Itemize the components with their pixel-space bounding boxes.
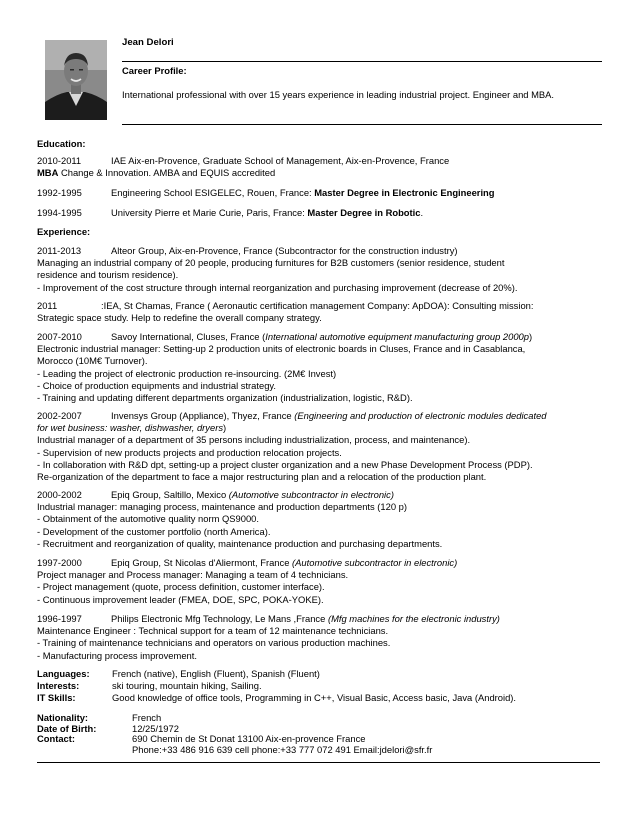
experience-line: Re-organization of the department to face a major restructuring plan and a relocation of the production plant. — [37, 471, 487, 483]
experience-item — [37, 331, 602, 404]
experience-line: - Manufacturing process improvement. — [37, 649, 197, 661]
experience-employer-description: (Automotive subcontractor in electronic) — [228, 489, 394, 500]
candidate-name: Jean Delori — [122, 37, 174, 48]
experience-line: Morocco (10M€ Turnover). — [37, 355, 148, 367]
experience-item — [37, 613, 602, 662]
experience-item — [37, 300, 602, 324]
experience-employer: :IEA, St Chamas, France ( Aeronautic certification management Company: ApDOA): Consulting mission: — [101, 300, 534, 311]
education-degree-detail: Change & Innovation. AMBA and EQUIS accredited — [58, 167, 276, 179]
education-dates: 1992-1995 — [37, 187, 82, 198]
experience-line: - Training of maintenance technicians and operators on various production machines. — [37, 637, 391, 649]
experience-line: - Development of the customer portfolio (north America). — [37, 525, 271, 537]
experience-employer: Philips Electronic Mfg Technology, Le Mans ,France — [111, 613, 328, 624]
experience-title: Experience: — [37, 226, 91, 237]
experience-line: Industrial manager of a department of 35 persons including industrialization, process, and maintenance). — [37, 434, 471, 446]
experience-line: Maintenance Engineer : Technical support for a team of 12 maintenance technicians. — [37, 625, 389, 637]
personal-value: French — [132, 712, 162, 723]
experience-employer: Invensys Group (Appliance), Thyez, France — [111, 410, 295, 421]
experience-line: - Choice of production equipments and industrial strategy. — [37, 379, 277, 391]
experience-employer-tail: ) — [528, 331, 533, 342]
contact-phone-email: Phone:+33 486 916 639 cell phone:+33 777 072 491 Email:jdelori@sfr.fr — [132, 743, 433, 755]
experience-line: Electronic industrial manager: Setting-up 2 production units of electronic boards in Cluses, France and in Casablanca, — [37, 343, 526, 355]
experience-employer: Savoy International, Cluses, France ( — [111, 331, 266, 342]
experience-line: Industrial manager: managing process, maintenance and production departments (120 p) — [37, 501, 408, 513]
footer-divider — [37, 762, 600, 763]
experience-employer-description: (Automotive subcontractor in electronic) — [292, 557, 458, 568]
experience-item — [37, 410, 602, 483]
education-dates: 2010-2011 — [37, 155, 82, 166]
education-dates: 1994-1995 — [37, 207, 82, 218]
header-divider-top — [122, 61, 602, 62]
experience-item — [37, 489, 602, 550]
education-school: Engineering School ESIGELEC, Rouen, France: — [111, 187, 315, 198]
experience-dates: 1997-2000 — [37, 557, 82, 568]
education-item — [37, 187, 602, 199]
career-profile-text: International professional with over 15 years experience in leading industrial project. Engineer and MBA. — [122, 89, 555, 100]
experience-dates: 2011 — [37, 300, 58, 311]
skills-section — [37, 668, 602, 705]
experience-dates: 2011-2013 — [37, 245, 82, 256]
experience-line: - In collaboration with R&D dpt, setting-up a project cluster organization and a new Phase Development Process (PDP). — [37, 458, 533, 470]
experience-employer-description: (Engineering and production of electronic modules dedicated — [294, 410, 547, 421]
skill-value: French (native), English (Fluent), Spanish (Fluent) — [112, 668, 320, 679]
education-degree: Master Degree in Electronic Engineering — [314, 187, 495, 198]
experience-employer: Epiq Group, St Nicolas d'Aliermont, France — [111, 557, 293, 568]
personal-label: Contact: — [37, 733, 76, 745]
education-degree: Master Degree in Robotic — [307, 207, 421, 218]
experience-employer-description: (Mfg machines for the electronic industry) — [327, 613, 500, 624]
experience-line: Strategic space study. Help to redefine the overall company strategy. — [37, 312, 322, 324]
education-degree: MBA — [37, 167, 59, 179]
experience-dates: 1996-1997 — [37, 613, 82, 624]
experience-line: - Continuous improvement leader (FMEA, DOE, SPC, POKA-YOKE). — [37, 593, 324, 605]
education-title: Education: — [37, 138, 86, 149]
experience-employer: Alteor Group, Aix-en-Provence, France (Subcontractor for the construction industry) — [111, 245, 458, 256]
experience-line: - Supervision of new products projects and production relocation projects. — [37, 446, 342, 458]
personal-section — [37, 713, 602, 755]
personal-value: 12/25/1972 — [132, 722, 179, 734]
experience-employer-description: International automotive equipment manufacturing group 2000p — [265, 331, 529, 342]
experience-line: residence and tourism residence). — [37, 269, 179, 281]
profile-photo-image — [45, 40, 107, 120]
education-item — [37, 207, 602, 219]
header-divider-bottom — [122, 124, 602, 125]
skill-value: ski touring, mountain hiking, Sailing. — [112, 680, 262, 692]
education-school: IAE Aix-en-Provence, Graduate School of Management, Aix-en-Provence, France — [111, 155, 450, 166]
skill-label: IT Skills: — [37, 692, 76, 704]
profile-photo — [45, 40, 107, 120]
experience-line: - Obtainment of the automotive quality norm QS9000. — [37, 513, 259, 525]
experience-dates: 2007-2010 — [37, 331, 82, 342]
experience-item — [37, 245, 602, 294]
experience-line: - Training and updating different departments organization (industrialization, logistic, R&D). — [37, 392, 413, 404]
personal-label: Nationality: — [37, 712, 89, 723]
experience-line: - Improvement of the cost structure through internal reorganization and purchasing improvement (decrease of 20%). — [37, 281, 518, 293]
experience-line: - Project management (quote, process definition, customer interface). — [37, 581, 325, 593]
experience-employer-tail: ) — [223, 422, 227, 434]
experience-employer: Epiq Group, Saltillo, Mexico — [111, 489, 229, 500]
experience-item — [37, 557, 602, 606]
personal-value: 690 Chemin de St Donat 13100 Aix-en-provence France — [132, 733, 366, 745]
education-school: University Pierre et Marie Curie, Paris, France: — [111, 207, 308, 218]
skill-label: Languages: — [37, 668, 90, 679]
experience-line: - Leading the project of electronic production re-insourcing. (2M€ Invest) — [37, 367, 337, 379]
skill-label: Interests: — [37, 680, 80, 692]
experience-dates: 2000-2002 — [37, 489, 82, 500]
education-degree-tail: . — [420, 207, 424, 218]
experience-line: Managing an industrial company of 20 people, producing furnitures for B2B customers (senior residence, student — [37, 257, 505, 269]
experience-employer-description-cont: for wet business: washer, dishwasher, dryers — [37, 422, 224, 434]
experience-line: - Recruitment and reorganization of quality, maintenance production and purchasing departments. — [37, 537, 443, 549]
experience-line: Project manager and Process manager: Managing a team of 4 technicians. — [37, 569, 349, 581]
experience-dates: 2002-2007 — [37, 410, 82, 421]
skill-value: Good knowledge of office tools, Programming in C++, Visual Basic, Access basic, Java (Android). — [112, 692, 517, 704]
education-item — [37, 155, 602, 179]
personal-label: Date of Birth: — [37, 722, 97, 734]
career-profile-title: Career Profile: — [122, 65, 187, 76]
